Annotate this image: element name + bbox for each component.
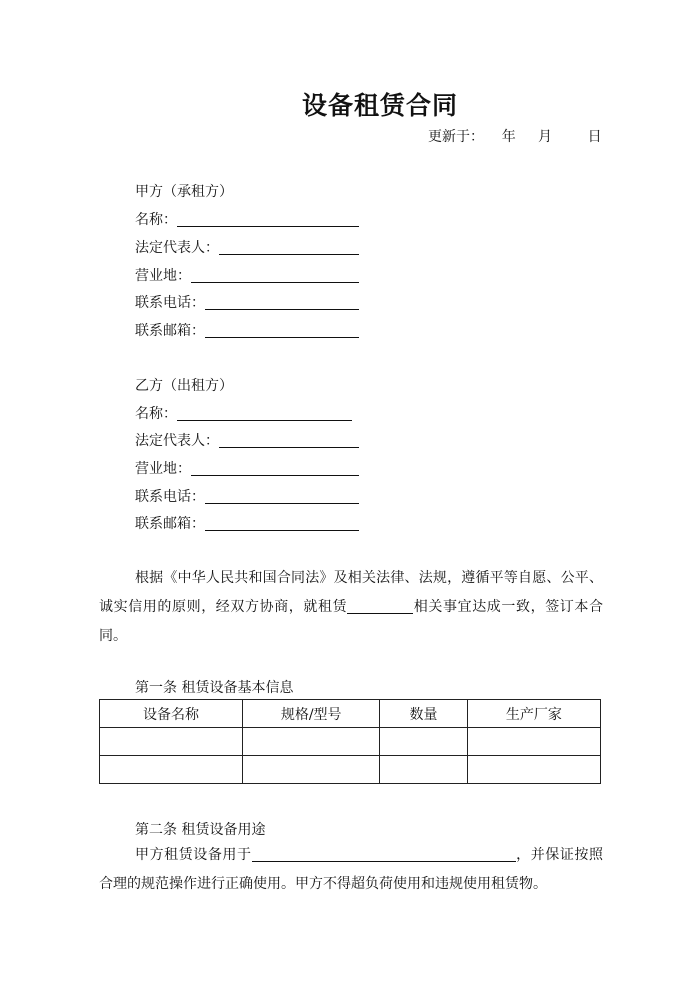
fill-blank[interactable]: [205, 295, 359, 310]
field-label: 名称：: [135, 406, 177, 422]
usage-purpose-blank[interactable]: [252, 847, 516, 862]
field-label: 法定代表人：: [135, 433, 219, 449]
column-header-quantity: 数量: [380, 700, 468, 728]
table-cell[interactable]: [380, 756, 468, 784]
field-label: 营业地：: [135, 268, 191, 284]
fill-blank[interactable]: [219, 433, 359, 448]
party-b-representative-field: [135, 430, 359, 450]
column-header-name: 设备名称: [100, 700, 243, 728]
party-b-heading: 乙方（出租方）: [135, 378, 233, 394]
table-cell[interactable]: [467, 756, 600, 784]
table-cell[interactable]: [243, 728, 380, 756]
party-a-name-field: [135, 209, 359, 229]
field-label: 联系邮箱：: [135, 516, 205, 532]
table-row: [100, 756, 601, 784]
preamble-paragraph: [99, 564, 603, 651]
updated-date-line: 更新于： 年 月 日: [428, 129, 602, 145]
table-header-row: [100, 700, 601, 728]
field-label: 法定代表人：: [135, 240, 219, 256]
article-2-paragraph: [99, 841, 603, 899]
field-label: 联系电话：: [135, 489, 205, 505]
article-1-heading: 第一条 租赁设备基本信息: [135, 680, 294, 696]
fill-blank[interactable]: [205, 489, 359, 504]
party-a-phone-field: [135, 292, 359, 312]
page-title: 设备租赁合同: [301, 91, 458, 120]
fill-blank[interactable]: [177, 406, 352, 421]
fill-blank[interactable]: [205, 323, 359, 338]
article-2-text: ，并保证按照合理的规范操作进行正确使用。甲方不得超负荷使用和违规使用租赁物。: [99, 847, 604, 892]
table-cell[interactable]: [100, 728, 243, 756]
table-row: [100, 728, 601, 756]
party-b-email-field: [135, 513, 359, 533]
party-a-representative-field: [135, 237, 359, 257]
party-b-address-field: [135, 458, 359, 478]
field-label: 营业地：: [135, 461, 191, 477]
field-label: 联系邮箱：: [135, 323, 205, 339]
party-a-email-field: [135, 320, 359, 340]
table-cell[interactable]: [243, 756, 380, 784]
column-header-manufacturer: 生产厂家: [467, 700, 600, 728]
fill-blank[interactable]: [191, 461, 359, 476]
equipment-info-table: [99, 699, 601, 784]
party-a-heading: 甲方（承租方）: [135, 184, 233, 200]
table-cell[interactable]: [380, 728, 468, 756]
party-a-address-field: [135, 265, 359, 285]
field-label: 联系电话：: [135, 295, 205, 311]
fill-blank[interactable]: [205, 516, 359, 531]
preamble-text: 根据《中华人民共和国合同法》及相关法律、法规，遵循平等自愿、公平、诚实信用的原则，经双方协商，就租赁: [99, 570, 603, 615]
lease-subject-blank[interactable]: [347, 599, 413, 614]
fill-blank[interactable]: [177, 212, 359, 227]
column-header-model: 规格/型号: [243, 700, 380, 728]
table-cell[interactable]: [467, 728, 600, 756]
field-label: 名称：: [135, 212, 177, 228]
fill-blank[interactable]: [191, 268, 359, 283]
party-b-name-field: [135, 403, 352, 423]
article-2-heading: 第二条 租赁设备用途: [135, 822, 266, 838]
table-cell[interactable]: [100, 756, 243, 784]
fill-blank[interactable]: [219, 240, 359, 255]
party-b-phone-field: [135, 486, 359, 506]
article-2-text: 甲方租赁设备用于: [135, 847, 252, 863]
preamble-text: 相关事宜达成一致，签订本合同。: [99, 599, 604, 644]
